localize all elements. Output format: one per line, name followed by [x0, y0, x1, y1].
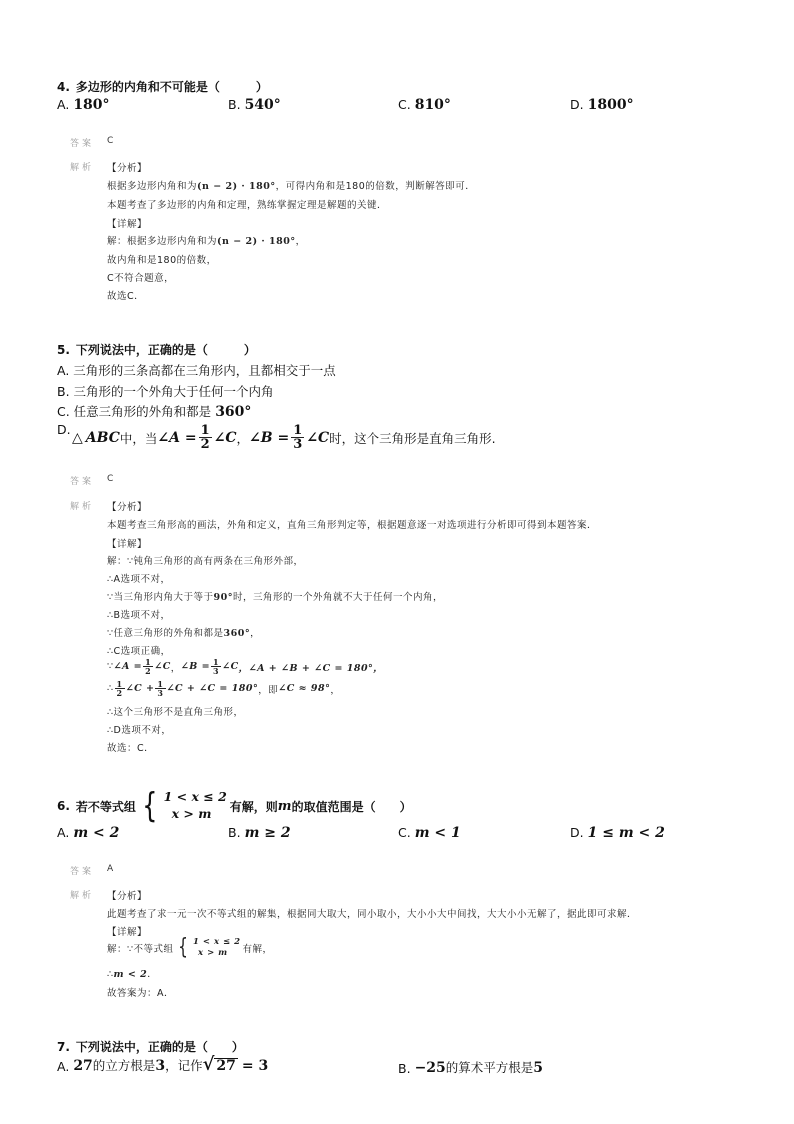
q6-answer-value: A [107, 864, 114, 874]
math-expression: 5 [533, 1060, 544, 1076]
question-number: 5. [57, 343, 70, 357]
detail-line: 故内角和是180的倍数， [107, 255, 217, 266]
q5-option-d-letter: D. [57, 422, 71, 437]
square-root [203, 1056, 238, 1074]
q7-option-a [57, 1056, 268, 1074]
q4-option-b [228, 97, 281, 113]
option-value: m < 1 [414, 825, 461, 841]
answer-label: 答案 [70, 867, 95, 877]
question-text: 若不等式组 [75, 799, 136, 814]
detail-line: ∴B选项不对， [107, 610, 171, 621]
q4-answer-value: C [107, 136, 114, 146]
numerator: 1 [116, 679, 123, 689]
option-letter: A. [57, 825, 70, 840]
math-expression: (n − 2) · 180° [197, 181, 276, 192]
math-expression: = 3 [241, 1058, 269, 1074]
analysis-label: 解析 [70, 163, 95, 173]
left-brace: { [177, 935, 188, 961]
option-letter: C. [398, 97, 411, 112]
math-expression: 360° [215, 404, 252, 420]
detail-line [107, 233, 306, 247]
question-number: 4. [57, 80, 70, 94]
line-text: ， [295, 236, 306, 247]
inequality-system [139, 786, 227, 826]
detail-line [107, 966, 157, 980]
triangle-symbol: △ [72, 429, 83, 446]
fraction [143, 658, 153, 675]
line-text: ， [330, 684, 341, 696]
math-expression: 360° [223, 628, 251, 639]
question-text: 下列说法中，正确的是（ ） [75, 1040, 244, 1054]
denominator: 3 [157, 688, 164, 698]
line-text: 时，三角形的一个外角就不大于任何一个内角， [233, 592, 444, 603]
math-expression: ∠A = [157, 429, 197, 446]
detail-line [107, 625, 260, 639]
math-expression: (n − 2) · 180° [217, 236, 296, 247]
line-text: ∴ [107, 683, 114, 694]
option-value: 540° [244, 97, 281, 113]
math-expression: 90° [213, 592, 234, 603]
fraction [211, 658, 221, 675]
answer-label: 答案 [70, 139, 95, 149]
radical-sign: √ [202, 1054, 215, 1075]
q6-option-d [570, 825, 665, 841]
option-letter: C. [398, 825, 411, 840]
system-row: x > m [198, 948, 228, 959]
option-value: 1800° [587, 97, 634, 113]
option-value: 180° [73, 97, 110, 113]
option-text: C. 任意三角形的外角和都是 [57, 404, 212, 419]
option-letter: B. [228, 97, 241, 112]
line-text: 解：根据多边形内角和为 [107, 236, 218, 247]
denominator: 2 [145, 666, 152, 676]
numerator: 1 [293, 423, 303, 438]
denominator: 3 [293, 437, 303, 452]
math-expression: ∠B = [249, 429, 290, 446]
detail-line: ∴C选项正确， [107, 646, 171, 657]
system-row: x > m [171, 806, 212, 821]
q5-answer-value: C [107, 474, 114, 484]
question-text: 多边形的内角和不可能是（ ） [75, 80, 268, 94]
line-text: ， [250, 628, 261, 639]
line-text: 有解， [242, 944, 273, 956]
q5-option-a: A. 三角形的三条高都在三角形内，且都相交于一点 [57, 363, 336, 378]
math-expression: ∠C + ∠C = 180° [166, 683, 259, 694]
option-letter: A. [57, 97, 70, 112]
question-number: 6. [57, 799, 70, 813]
fraction [199, 424, 212, 451]
q5-option-d [72, 424, 496, 451]
question-text: 的取值范围是（ ） [291, 799, 412, 814]
analysis-line: 此题考查了求一元一次不等式组的解集，根据同大取大，同小取小，大小小大中间找，大大小小无解了，据此即可求解． [107, 909, 638, 920]
system-rows [193, 937, 240, 960]
option-letter: B. [228, 825, 241, 840]
math-expression: ∠C [306, 429, 330, 446]
question-text: 有解，则 [229, 799, 278, 814]
option-letter: D. [570, 97, 584, 112]
detail-line [107, 589, 443, 603]
system-rows [164, 789, 227, 823]
analysis-heading: 【分析】 [107, 891, 148, 902]
fraction [115, 680, 125, 697]
q7-option-b [398, 1058, 543, 1076]
system-row: 1 < x ≤ 2 [163, 789, 227, 805]
detail-heading: 【详解】 [107, 927, 148, 938]
numerator: 1 [145, 657, 152, 667]
math-expression: m [277, 798, 292, 814]
detail-line [107, 658, 383, 675]
option-letter: D. [570, 825, 584, 840]
line-text: ， [170, 662, 181, 674]
analysis-label: 解析 [70, 891, 95, 901]
math-expression: ∠B = [180, 661, 211, 672]
q6-option-a [57, 825, 119, 841]
radicand: 27 [216, 1057, 236, 1074]
math-expression: ∠C [213, 429, 237, 446]
math-expression: 27 [73, 1058, 93, 1074]
question-7-stem [57, 1038, 244, 1055]
question-number: 7. [57, 1040, 70, 1054]
detail-heading: 【详解】 [107, 219, 148, 230]
line-text: ∵ [107, 661, 114, 672]
system-row: 1 < x ≤ 2 [193, 937, 241, 947]
inequality-system [176, 937, 241, 960]
math-expression: 3 [155, 1058, 166, 1074]
q4-option-a [57, 97, 110, 113]
option-text: 时，这个三角形是直角三角形. [329, 430, 496, 446]
question-4-stem [57, 78, 268, 95]
math-expression: ∠C [154, 661, 171, 672]
option-letter: B. [398, 1061, 411, 1076]
detail-line [107, 937, 273, 960]
q6-option-c [398, 825, 461, 841]
line-text: ． [147, 969, 158, 980]
detail-line: 故答案为：A． [107, 988, 174, 999]
analysis-line: 本题考查了多边形的内角和定理，熟练掌握定理是解题的关键． [107, 200, 388, 211]
analysis-heading: 【分析】 [107, 502, 148, 513]
detail-line: 故选：C． [107, 743, 155, 754]
detail-line: ∴这个三角形不是直角三角形， [107, 707, 244, 718]
q5-option-c [57, 402, 251, 420]
question-5-stem [57, 341, 256, 358]
option-text: ， [236, 430, 250, 446]
math-expression: ∠C ≈ 98° [278, 683, 331, 694]
math-expression: ∠A = [113, 661, 143, 672]
q4-option-c [398, 97, 451, 113]
detail-line: 解：∵钝角三角形的高有两条在三角形外部， [107, 556, 304, 567]
question-text: 下列说法中，正确的是（ ） [75, 343, 256, 357]
math-expression: ABC [85, 429, 120, 446]
option-text: 中，当 [119, 430, 158, 446]
option-text: 的立方根是 [92, 1058, 156, 1073]
fraction [155, 680, 165, 697]
numerator: 1 [157, 679, 164, 689]
option-letter: A. [57, 1059, 70, 1074]
analysis-label: 解析 [70, 502, 95, 512]
answer-label: 答案 [70, 477, 95, 487]
option-value: m < 2 [73, 825, 120, 841]
detail-line: 故选C． [107, 291, 145, 302]
line-text: ，即 [258, 684, 279, 696]
option-value: 810° [414, 97, 451, 113]
option-value: m ≥ 2 [244, 825, 291, 841]
option-text: 的算术平方根是 [445, 1060, 534, 1075]
detail-heading: 【详解】 [107, 539, 148, 550]
analysis-line: 本题考查三角形高的画法，外角和定义，直角三角形判定等，根据题意逐一对选项进行分析即可得到本题答案． [107, 520, 598, 531]
line-text: ∴ [107, 969, 114, 980]
analysis-line [107, 178, 475, 192]
option-text: ，记作 [165, 1058, 203, 1073]
q4-option-d [570, 97, 634, 113]
q5-option-b: B. 三角形的一个外角大于任何一个内角 [57, 384, 274, 399]
analysis-heading: 【分析】 [107, 163, 148, 174]
line-text: ，可得内角和是180的倍数，判断解答即可． [275, 181, 476, 192]
numerator: 1 [200, 423, 210, 438]
line-text: 解：∵不等式组 [107, 944, 174, 956]
detail-line [107, 680, 340, 697]
left-brace: { [142, 786, 158, 826]
denominator: 2 [116, 688, 123, 698]
detail-line: ∴D选项不对， [107, 725, 172, 736]
math-expression: ∠C [222, 661, 239, 672]
detail-line: ∴A选项不对， [107, 574, 171, 585]
denominator: 3 [213, 666, 220, 676]
line-text: 根据多边形内角和为 [107, 181, 198, 192]
denominator: 2 [200, 437, 210, 452]
math-expression: ，∠A + ∠B + ∠C = 180°， [238, 662, 384, 674]
question-6-stem [57, 786, 412, 826]
line-text: ∵当三角形内角大于等于 [107, 592, 214, 603]
math-expression: m < 2 [113, 969, 148, 980]
fraction [291, 424, 304, 451]
option-value: 1 ≤ m < 2 [587, 825, 665, 841]
line-text: ∵任意三角形的外角和都是 [107, 628, 224, 639]
q6-option-b [228, 825, 291, 841]
math-expression: ∠C + [125, 683, 155, 694]
detail-line: C不符合题意， [107, 273, 175, 284]
math-expression: −25 [414, 1060, 446, 1076]
numerator: 1 [213, 657, 220, 667]
